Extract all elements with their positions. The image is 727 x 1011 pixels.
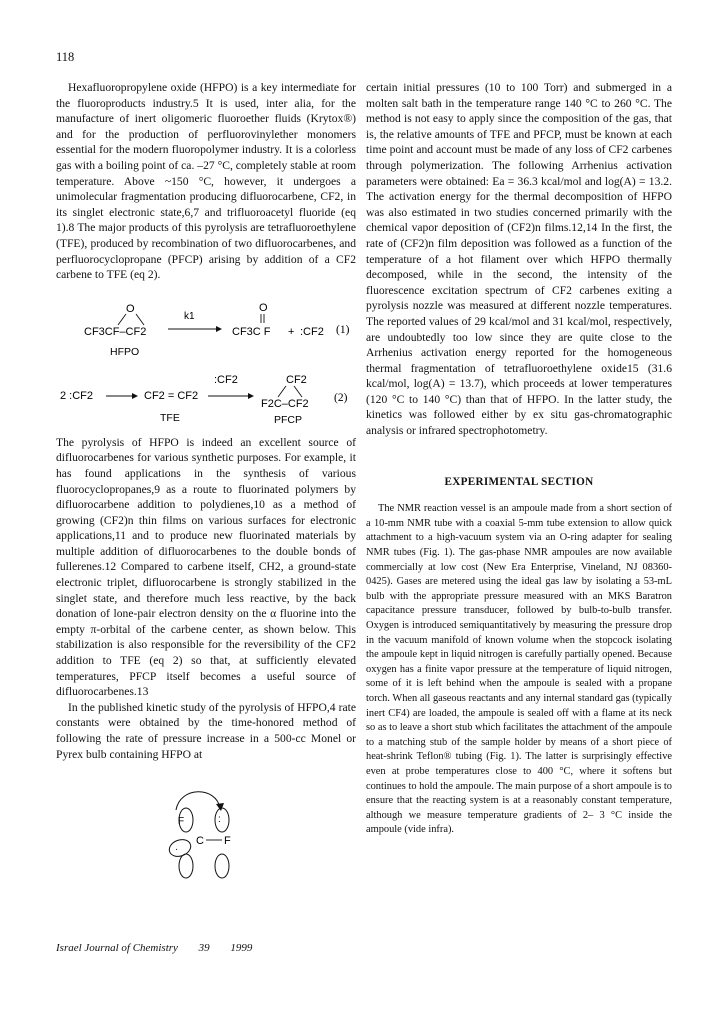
journal-name: Israel Journal of Chemistry bbox=[56, 942, 178, 954]
left-column bbox=[56, 80, 356, 888]
eq1-number: (1) bbox=[336, 323, 350, 336]
journal-year: 1999 bbox=[230, 942, 253, 954]
page-number: 118 bbox=[56, 50, 75, 64]
f-right-label: F bbox=[224, 835, 231, 848]
difluorocarbene-orbital-figure bbox=[56, 780, 356, 888]
carbene-p-orbital-bottom bbox=[215, 854, 229, 878]
carbon-label: C bbox=[196, 835, 204, 848]
eq2-number: (2) bbox=[334, 391, 348, 404]
eq2-structure bbox=[56, 369, 356, 429]
eq2-arrow-head-2 bbox=[248, 393, 254, 399]
eq1-structure bbox=[56, 295, 356, 361]
journal-volume: 39 bbox=[198, 942, 210, 954]
eq2-arrow-head-1 bbox=[132, 393, 138, 399]
eq1-rate-constant: k1 bbox=[184, 310, 195, 322]
eq1-reactant: CF3CF–CF2 bbox=[84, 325, 147, 338]
right-column bbox=[366, 80, 672, 838]
eq1-product-carbene: :CF2 bbox=[300, 325, 324, 338]
eq1-hfpo-label: HFPO bbox=[110, 345, 140, 358]
back-donation-arrow bbox=[176, 792, 220, 810]
kinetics-paragraph: In the published kinetic study of the pyrolysis of HFPO,4 rate constants were obtained by the time-honored method of following the rate of pressure increase in a 500-cc Monel or Pyrex bulb containing HFPO at bbox=[56, 700, 356, 761]
eq2-reagent: :CF2 bbox=[214, 373, 238, 386]
intro-paragraph: Hexafluoropropylene oxide (HFPO) is a key intermediate for the fluoroproducts industry.5 It is used, inter alia, for the manufacture of inert oligomeric fluoroether fluids (Krytox®) and for the production of perfluorovinylether monomers essential for the modern fluoropolymer industry. It is a colorless gas with a boiling point of ca. –27 °C, completely stable at room temperature. Above ~150 °C, however, it undergoes a unimolecular fragmentation producing difluorocarbene, CF2, in its singlet electronic state,6,7 and trifluoroacetyl fluoride (eq 1).8 The major products of this pyrolysis are tetrafluoroethylene (TFE), produced by recombination of two difluorocarbenes, and perfluorocyclopropane (PFCP) arising by addition of a CF2 carbene to TFE (eq 2). bbox=[56, 81, 356, 282]
eq1-plus: + bbox=[288, 325, 295, 338]
scheme-eq2 bbox=[56, 369, 356, 429]
lone-pair-dots: : bbox=[218, 814, 221, 826]
experimental-paragraph: The NMR reaction vessel is an ampoule made from a short section of a 10-mm NMR tube with a coaxial 5-mm tube extension to allow quick attachment to a high-vacuum system via an O-ring adapter for sealing NMR tubes (Fig. 1). The gas-phase NMR ampoules are now available commercially at low cost (New Era Enterprise, Vineland, NJ 08360-0425). Gases are metered using the ideal gas law by isolating a 53-mL bulb with the appropriate pressure measured with an MKS Baratron capacitance pressure transducer, followed by bulb-to-bulb transfer. Oxygen is introduced semiquantitatively by measuring the pressure drop in the vacuum manifold of known volume when the stopcock isolating the ampoule kept in liquid nitrogen is carefully partially opened. Because oxygen has a finite vapor pressure at the temperature of liquid nitrogen, some of it is left behind when the ampoule is sealed with a propane torch. When all gaseous reactants and any internal standard gas (typically inert CF4) are loaded, the ampoule is sealed off with a flame at its neck so as to leave a short stub which facilitates the attachment of the ampoule to a matching stub of the sample holder by means of a short piece of heat-shrink Teflon® tubing (Fig. 1). The latter is surprisingly effective even at probe temperatures close to 400 °C, where it softens but continues to hold the ampoule. The main purpose of a short ampoule is to ensure that the reacting system is at a reasonably constant temperature, although we measure temperature gradients of 2– 3 °C inside the ampoule (vide infra). bbox=[366, 503, 672, 836]
carbene-paragraph: The pyrolysis of HFPO is indeed an excellent source of difluorocarbenes for various synthetic purposes. For example, it has found applications in the synthesis of various fluorocyclopropanes,9 as a route to fluorinated polymers by difluorocarbene addition to polydienes,10 as a method of growing (CF2)n thin films on various surfaces for electronic applications,11 and to produce new fluorinated materials by multiple addition of difluorocarbenes to the double bonds of fullerenes.12 Compared to carbene itself, CH2, a ground-state electronic triplet, difluorocarbene is strongly stabilized in the singlet state, and therefore much less reactive, by the back donation of lone-pair electron density on the α fluorine into the empty π-orbital of the carbene center, as shown below. This stabilization is also responsible for the reversibility of the CF2 addition to TFE (eq 2) so that, at sufficiently elevated temperatures, PFCP itself becomes a useful source of difluorocarbenes.13 bbox=[56, 435, 356, 699]
orbital-diagram bbox=[56, 780, 356, 888]
eq1-carbonyl-oxygen: O bbox=[259, 301, 268, 314]
experimental-section-title: EXPERIMENTAL SECTION bbox=[444, 475, 594, 488]
page-footer bbox=[56, 942, 270, 954]
eq1-oxygen: O bbox=[126, 302, 135, 315]
eq2-pfcp-base: F2C–CF2 bbox=[261, 397, 309, 410]
eq2-pfcp-apex: CF2 bbox=[286, 373, 307, 386]
f-top-label: F bbox=[178, 816, 185, 828]
eq1-arrow-head bbox=[216, 326, 222, 332]
sp2-lone-pair-dots: · bbox=[175, 844, 179, 856]
scheme-eq1 bbox=[56, 295, 356, 361]
eq2-reactant: 2 :CF2 bbox=[60, 389, 94, 402]
f-lower-lobe bbox=[179, 854, 193, 878]
activation-paragraph: certain initial pressures (10 to 100 Torr) and submerged in a molten salt bath in the temperature range 140 °C to 260 °C. The method is not easy to apply since the composition of the gas, that is, the relative amounts of TFE and PFCP, must be known at each time point and account must be made of any loss of CF2 carbenes through polymerization. The following Arrhenius activation parameters were obtained: Ea = 36.3 kcal/mol and log(A) = 13.2. The activation energy for the thermal decomposition of HFPO was also estimated in two studies concerned primarily with the chemical vapor deposition of (CF2)n films.12,14 In the first, the rate of (CF2)n film deposition was followed as a function of the temperature of a hot filament over which HFPO thermally decomposed, while in the second, the intensity of the fluorescence excitation spectrum of CF2 carbenes exiting a pyrolysis nozzle was measured at different nozzle temperatures. The reported values of 29 kcal/mol and 31 kcal/mol, respectively, are undoubtedly too low since they are quite close to the Arrhenius activation energy reported for the homogeneous thermal fragmentation of tetrafluoroethylene oxide15 (31.6 kcal/mol, log(A) = 13.7), which proceeds at lower temperatures (120 °C to 140 °C) than that of HFPO. In the latter study, the kinetics was followed either by ex situ gas-chromatographic analysis or infrared spectrophotometry. bbox=[366, 81, 672, 438]
eq2-tfe: CF2 = CF2 bbox=[144, 389, 199, 402]
eq1-product-acyl-fluoride: CF3C F bbox=[232, 325, 271, 338]
eq2-pfcp-label: PFCP bbox=[274, 413, 303, 426]
eq2-tfe-label: TFE bbox=[160, 411, 180, 424]
back-donation-arrow-head bbox=[216, 803, 224, 811]
